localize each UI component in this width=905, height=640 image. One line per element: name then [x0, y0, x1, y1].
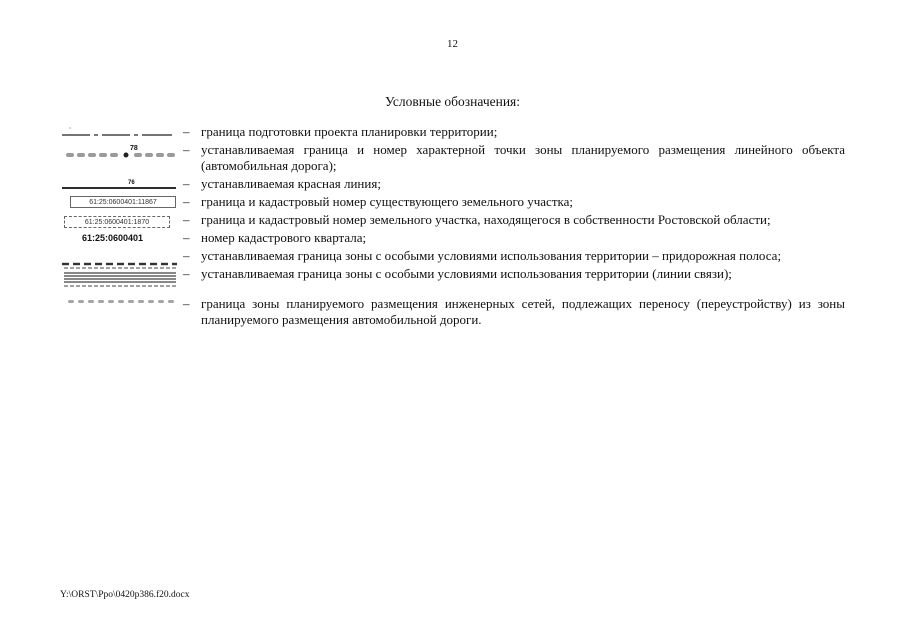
legend-description: граница и кадастровый номер земельного участка, находящегося в собственности Ростовской области;: [201, 212, 771, 227]
dash-separator: –: [183, 176, 190, 191]
road-zone-boundary-symbol: [60, 142, 180, 158]
legend-description: устанавливаемая граница зоны с особыми условиями использования территории – придорожная полоса;: [201, 248, 782, 263]
point-label: 76: [128, 180, 135, 186]
communication-lines-zone-symbol: [60, 266, 180, 288]
page-number: 12: [447, 38, 458, 50]
legend-description: устанавливаемая граница зоны с особыми условиями использования территории (линии связи);: [201, 266, 732, 281]
dash-separator: –: [183, 212, 190, 227]
dash-separator: –: [183, 124, 190, 139]
legend-item-utility-networks-zone: [60, 296, 845, 328]
existing-parcel-symbol: [60, 194, 180, 210]
cadastral-quarter-symbol: [60, 230, 180, 246]
legend-item-roadside-zone: [60, 248, 845, 264]
dash-separator: –: [183, 230, 190, 245]
legend-description: граница и кадастровый номер существующего земельного участка;: [201, 194, 574, 209]
legend-item-communication-lines-zone: [60, 266, 845, 288]
characteristic-point-icon: [124, 153, 129, 158]
parcel-code-box: 61:25:0600401:11867: [70, 196, 176, 208]
legend-description: граница подготовки проекта планировки территории;: [201, 124, 498, 139]
dash-separator: –: [183, 142, 190, 157]
utility-networks-zone-symbol: [60, 296, 180, 312]
red-line-symbol: [60, 176, 180, 192]
legend-item-regional-parcel: [60, 212, 845, 228]
legend-description: граница зоны планируемого размещения инженерных сетей, подлежащих переносу (переустройству) из зоны планируемого размещения автомобильной дороги.: [201, 296, 845, 327]
regional-parcel-symbol: [60, 212, 180, 228]
legend-item-cadastral-quarter: [60, 230, 845, 246]
legend-list: [60, 124, 845, 328]
legend-item-existing-parcel: [60, 194, 845, 210]
cadastral-quarter-code: 61:25:0600401: [82, 233, 144, 243]
legend-description: устанавливаемая граница и номер характерной точки зоны планируемого размещения линейного объекта (автомобильная дорога);: [201, 142, 845, 173]
dash-separator: –: [183, 266, 190, 281]
footer-file-path: Y:\ORST\Ppo\0420p386.f20.docx: [60, 590, 190, 600]
dash-separator: –: [183, 248, 190, 263]
legend-description: устанавливаемая красная линия;: [201, 176, 381, 191]
legend-item-red-line: [60, 176, 845, 192]
legend-title: Условные обозначения:: [384, 94, 521, 109]
planning-boundary-symbol: [60, 124, 180, 140]
dash-separator: –: [183, 194, 190, 209]
legend-item-planning-boundary: [60, 124, 845, 140]
dash-separator: –: [183, 296, 190, 311]
roadside-zone-symbol: [60, 248, 180, 264]
point-label: 78: [130, 145, 138, 152]
legend-item-road-zone-boundary: [60, 142, 845, 174]
legend-description: номер кадастрового квартала;: [201, 230, 367, 245]
parcel-code-box-dotted: 61:25:0600401:1870: [64, 216, 170, 228]
